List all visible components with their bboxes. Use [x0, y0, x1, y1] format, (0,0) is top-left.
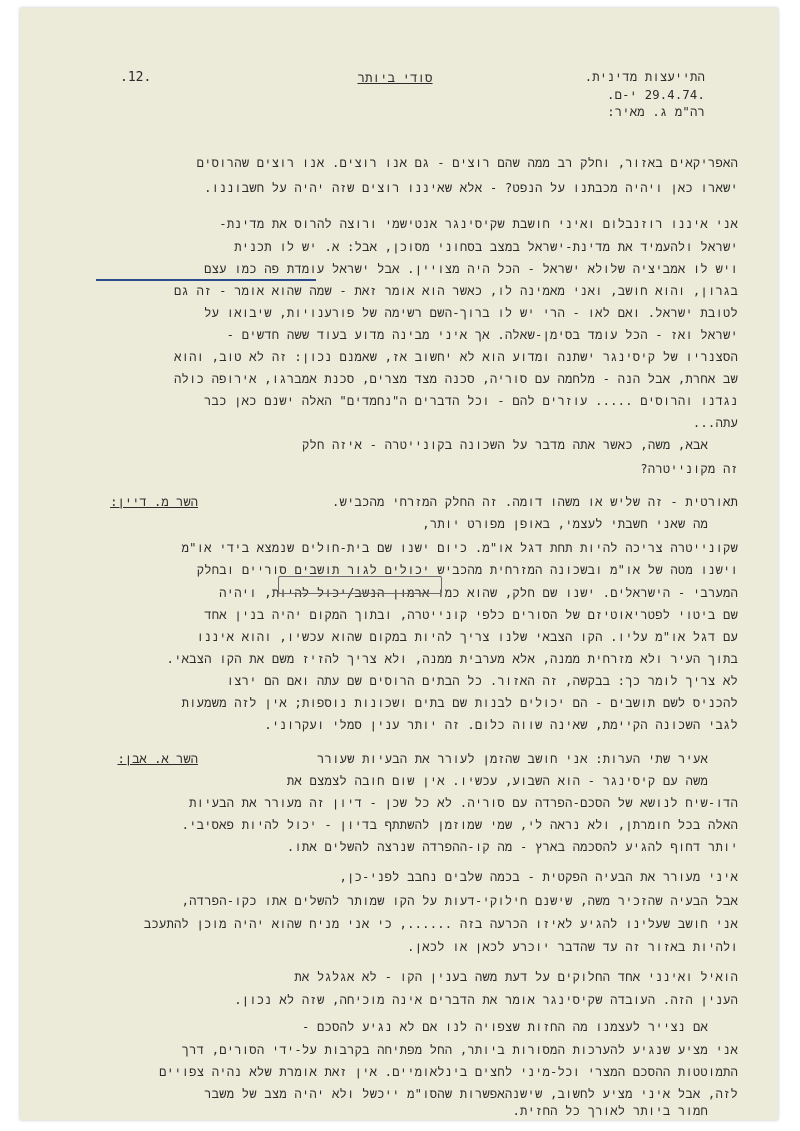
handwritten-underline — [96, 279, 316, 281]
text-line: ויש לו אמביציה שלולא ישראל - הכל היה מצויין. אבל ישראל עומדת פה כמו עצם — [204, 262, 738, 276]
speaker-label: השר א. אבן: — [117, 752, 198, 766]
text-line: שם ביטוי לפטריאוטיזם של הסורים כלפי קונייטרה, ובתוך המקום יהיה בנין אחד — [204, 608, 738, 622]
text-line: הואיל ואינני אחד החלוקים על דעת משה בענין הקו - לא אגלגל את — [294, 970, 738, 984]
document-page — [20, 8, 778, 1120]
text-line: ישארו כאן ויהיה מכבתנו על הנפט? - אלא שאיננו רוצים שזה יהיה על חשבוננו. — [204, 181, 738, 195]
text-line: לזה, אבל איני מציע לחשוב, שישנהאפשרות שהסו"מ ייכשל ולא יהיה מצב של משבר — [204, 1087, 738, 1101]
text-line: זה מקונייטרה? — [640, 462, 738, 476]
text-line: מה שאני חשבתי לעצמי, באופן מפורט יותר, — [422, 517, 708, 531]
text-line: עתה... — [692, 416, 738, 430]
text-line: נגדנו והרוסים ..... עוזרים להם - וכל הדברים ה"נחמדים" האלה ישנם כאן כבר — [204, 394, 738, 408]
text-line: איני מעורר את הבעיה הפקטית - בכמה שלבים נחבב לפני-כן, — [339, 870, 738, 884]
text-line: התמוטטות ההסכם המצרי וכל-מיני לחצים בינלאומיים. אין זאת אומרת שלא נהיה צפויים — [159, 1065, 738, 1079]
text-line: וישנו מטה של או"מ ובשכונה המזרחית מהכביש יכולים לגור תושבים סוריים ובחלק — [196, 563, 738, 577]
text-line: אבא, משה, כאשר אתה מדבר על השכונה בקונייטרה - איזה חלק — [301, 438, 708, 452]
handwritten-box — [278, 576, 442, 594]
text-line: לא צריך לומר כך: בבקשה, זה האזור. כל הבתים הרוסים שם עתה ואם הם ירצו — [226, 674, 738, 688]
text-line: המערבי - הישראלים. ישנו שם חלק, שהוא כמו ארמון הנשב/יכול להיות, ויהיה — [219, 586, 738, 600]
text-line: הדו-שיח לנושא של הסכם-הפרדה עם סוריה. לא כל שכן - דיון זה מעורר את הבעיות — [189, 796, 738, 810]
meeting-title: התייעצות מדינית. — [584, 70, 705, 84]
text-line: בגרון, והוא חושב, ואני מאמינה לו, כאשר הוא אומר זאת - שמה שהוא אומר - זה גם — [173, 284, 738, 298]
text-line: שקונייטרה צריכה להיות תחת דגל או"מ. כיום ישנו שם בית-חולים שנמצא בידי או"מ — [181, 541, 738, 555]
text-line: עם דגל או"מ עליו. הקו הצבאי שלנו צריך להיות במקום שהוא עכשיו, והוא איננו — [196, 630, 738, 644]
document-date: .29.4.74 י-ם. — [607, 88, 705, 102]
text-line: חמור ביותר לאורך כל החזית. — [512, 1104, 708, 1118]
text-line: לטובת ישראל. ואם לאו - הרי יש לו ברוך-השם רשימה של פורענויות, שיבואו על — [204, 306, 738, 320]
text-line: אני מציע שנגיע להערכות המסורות ביותר, החל מפתיחה בקרבות על-ידי הסורים, דרך — [181, 1043, 738, 1057]
text-line: ולהיות באזור זה עד שהדבר יוכרע לכאן או לכאן. — [407, 940, 738, 954]
text-line: הסצנריו של קיסינגר ישתנה ומדוע הוא לא יחשוב אז, שאמנם נכון: זה לא טוב, והוא — [174, 350, 738, 364]
text-line: משה עם קיסינגר - הוא השבוע, עכשיו. אין שום חובה לצמצם את — [286, 774, 708, 788]
text-line: אבל הבעיה שהזכיר משה, שישנם חילוקי-דעות על הקו שמותר להשלים אתו כקו-הפרדה, — [181, 894, 738, 908]
text-line: בתוך העיר ולא מזרחית ממנה, אלא מערבית ממנה, ולא צריך להזיז משם את הקו הצבאי. — [166, 652, 738, 666]
text-line: שב אחרת, אבל הנה - מלחמה עם סוריה, סכנה מצד מצרים, סכנת אמברגו, אירופה כולה — [174, 372, 738, 386]
text-line: אם נצייר לעצמנו מה החזות שצפויה לנו אם לא נגיע להסכם - — [301, 1020, 708, 1034]
text-line: להכניס לשם תושבים - הם יכולים לבנות שם בתים ושכונות נוספות; אין לזה משמעות — [181, 696, 738, 710]
text-line: האפריקאים באזור, וחלק רב ממה שהם רוצים - גם אנו רוצים. אנו רוצים שהרוסים — [196, 156, 738, 170]
text-line: לגבי השכונה הקיימת, שאינה שווה כלום. זה יותר ענין סמלי ועקרוני. — [264, 718, 738, 732]
text-line: ישראל ואז - הכל עומד בסימן-שאלה. אך איני מבינה מדוע בעוד ששה חדשים - — [226, 328, 738, 342]
classification-heading: סודי ביותר — [357, 70, 433, 85]
text-line: האלה בכל חומרתן, ולא נראה לי, שמי שמוזמן להשתתף בדיון - יכול להיות פאסיבי. — [181, 818, 738, 832]
text-line: אני חושב שעלינו להגיע לאיזו הכרעה בזה ......, כי אני מניח שהוא יהיה מוכן להתעכב — [143, 917, 738, 931]
page-number: .12. — [120, 70, 152, 85]
text-line: אעיר שתי הערות: אני חושב שהזמן לעורר את הבעיות שעורר — [317, 752, 708, 766]
text-line: יותר דחוף להגיע להסכמה בארץ - מה קו-ההפרדה שנרצה להשלים אתו. — [286, 840, 738, 854]
text-line: ישראל ולהעמיד את מדינת-ישראל במצב בסחוני מסוכן, אבל: א. יש לו תכנית — [234, 240, 738, 254]
text-line: תאורטית - זה שליש או משהו דומה. זה החלק המזרחי מהכביש. — [331, 495, 738, 509]
speaker-label: השר מ. דיין: — [110, 495, 198, 509]
text-line: אני איננו רוזנבלום ואיני חושבת שקיסינגר אנטישמי ורוצה להרוס את מדינת- — [219, 217, 738, 231]
attendance-line: רה"מ ג. מאיר: — [607, 105, 705, 119]
text-line: הענין הזה. העובדה שקיסינגר אומר את הדברים אינה מוכיחה, שזה לא נכון. — [234, 993, 738, 1007]
